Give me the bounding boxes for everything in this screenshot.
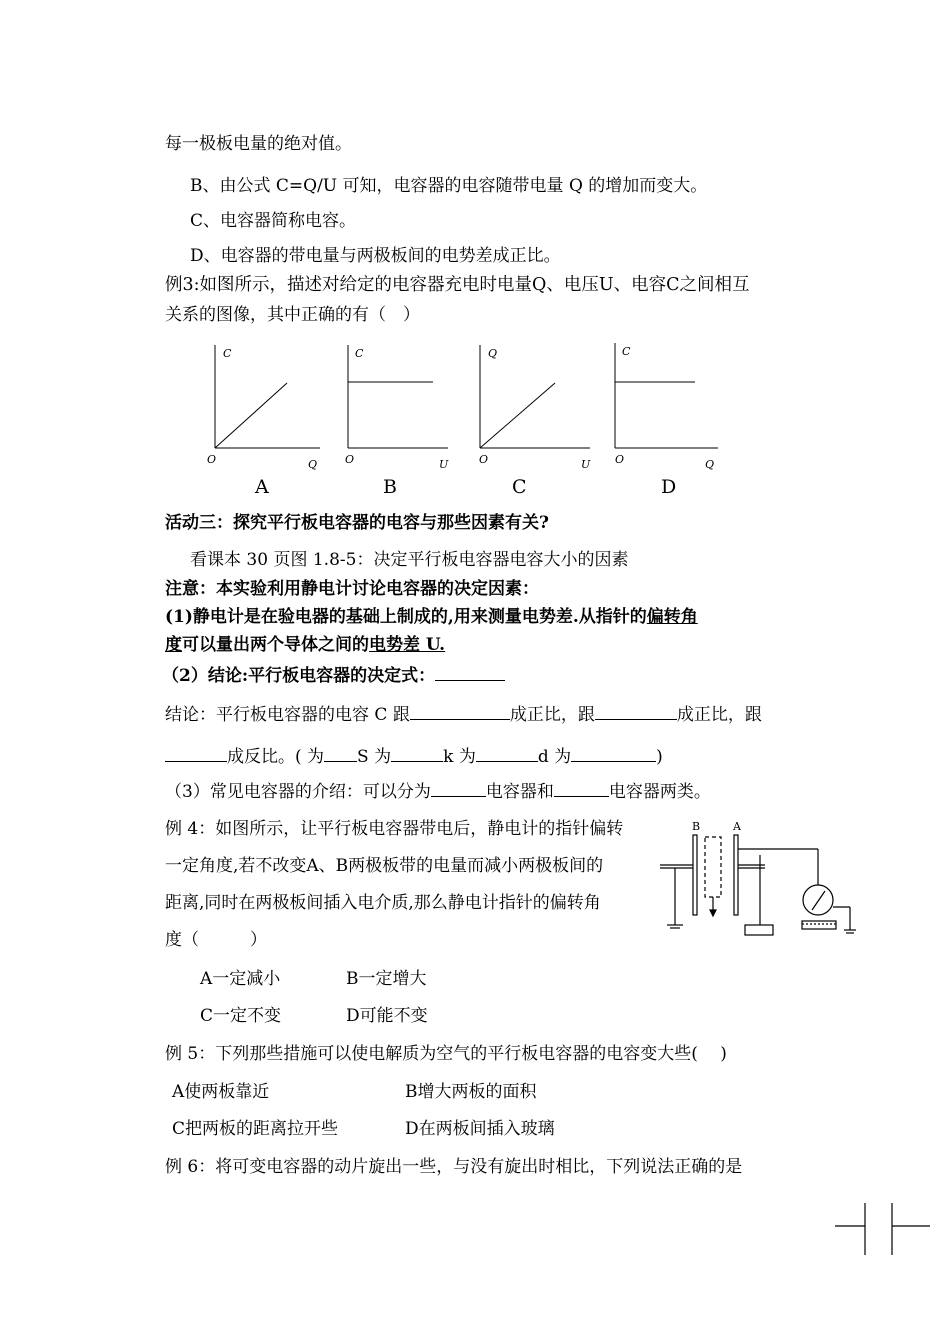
electrometer-base bbox=[802, 921, 836, 929]
electrometer-needle bbox=[812, 891, 825, 910]
graph-c-xlabel: U bbox=[581, 458, 591, 471]
graph-a-origin: O bbox=[207, 453, 217, 466]
point-3-text-3: 电容器两类。 bbox=[608, 782, 711, 802]
conclusion-line-2 bbox=[165, 745, 663, 768]
graph-a-xlabel: Q bbox=[308, 458, 318, 471]
graph-d bbox=[615, 343, 718, 448]
conclusion-text-4: 成反比。( 为 bbox=[227, 747, 325, 767]
example-5-option-c: C把两板的距离拉开些 bbox=[172, 1119, 339, 1139]
example-4-line-4: 度（ ） bbox=[165, 930, 267, 950]
graph-d-caption: D bbox=[661, 476, 677, 498]
example-6-question: 例 6：将可变电容器的动片旋出一些，与没有旋出时相比，下列说法正确的是 bbox=[165, 1157, 743, 1177]
example-5-option-b: B增大两板的面积 bbox=[405, 1082, 537, 1102]
graph-a-caption: A bbox=[255, 476, 269, 498]
note-heading: 注意：本实验利用静电计讨论电容器的决定因素： bbox=[165, 579, 539, 599]
example-5-option-a: A使两板靠近 bbox=[172, 1082, 270, 1102]
graph-a bbox=[215, 345, 320, 448]
option-d: D、电容器的带电量与两极板间的电势差成正比。 bbox=[190, 246, 561, 266]
textbook-reference: 看课本 30 页图 1.8-5：决定平行板电容器电容大小的因素 bbox=[190, 550, 629, 570]
example-4-option-b: B一定增大 bbox=[346, 969, 427, 989]
potential-difference-underlined: 电势差 U. bbox=[369, 635, 446, 655]
down-arrow-icon bbox=[710, 910, 716, 916]
conclusion-text-2: 成正比，跟 bbox=[509, 705, 595, 725]
point-2-line bbox=[162, 664, 505, 687]
graph-b-caption: B bbox=[383, 476, 397, 498]
conclusion-text-6: k 为 bbox=[443, 747, 476, 767]
blank-2[interactable] bbox=[595, 703, 677, 720]
plate-a bbox=[734, 835, 738, 915]
graph-c-caption: C bbox=[512, 476, 527, 498]
graph-c bbox=[480, 345, 590, 448]
example-5-question: 例 5：下列那些措施可以使电解质为空气的平行板电容器的电容变大些( ) bbox=[165, 1044, 727, 1064]
activity-3-heading: 活动三：探究平行板电容器的电容与那些因素有关? bbox=[165, 513, 549, 533]
degree-underlined: 度 bbox=[165, 635, 182, 655]
example-4-line-1: 例 4：如图所示，让平行板电容器带电后，静电计的指针偏转 bbox=[165, 819, 624, 839]
plate-b-label: B bbox=[692, 820, 701, 833]
conclusion-text-7: d 为 bbox=[537, 747, 572, 767]
graph-b-origin: O bbox=[345, 453, 355, 466]
conclusion-text-5: S 为 bbox=[357, 747, 392, 767]
point-3-text-2: 电容器和 bbox=[485, 782, 554, 802]
blank-type-1[interactable] bbox=[431, 780, 486, 797]
blank-type-2[interactable] bbox=[554, 780, 609, 797]
conclusion-line-1 bbox=[165, 703, 762, 726]
point-1-text: (1)静电计是在验电器的基础上制成的,用来测量电势差.从指针的 bbox=[165, 607, 647, 627]
electrometer bbox=[803, 885, 833, 915]
example-4-line-3: 距离,同时在两极板间插入电介质,那么静电计指针的偏转角 bbox=[165, 893, 601, 913]
conclusion-text: 结论：平行板电容器的电容 C 跟 bbox=[165, 705, 410, 725]
deflection-angle-underlined: 偏转角 bbox=[646, 607, 698, 627]
blank-1[interactable] bbox=[410, 703, 510, 720]
dielectric-slab bbox=[705, 837, 721, 897]
point-2-text: （2）结论:平行板电容器的决定式： bbox=[162, 666, 436, 686]
blank-k[interactable] bbox=[476, 745, 538, 762]
point-1-text-cont: 可以量出两个导体之间的 bbox=[182, 635, 369, 655]
graph-b bbox=[348, 345, 448, 448]
plate-a-label: A bbox=[733, 820, 741, 833]
graph-d-ylabel: C bbox=[622, 345, 631, 358]
point-3-line bbox=[165, 780, 711, 803]
point-1-line-1 bbox=[165, 606, 698, 628]
crop-marks bbox=[830, 1195, 940, 1260]
point-3-text: （3）常见电容器的介绍：可以分为 bbox=[165, 782, 431, 802]
graph-a-ylabel: C bbox=[223, 347, 232, 360]
graph-d-origin: O bbox=[615, 453, 625, 466]
option-c: C、电容器简称电容。 bbox=[190, 211, 357, 231]
formula-blank[interactable] bbox=[435, 664, 505, 681]
graph-d-xlabel: Q bbox=[705, 458, 715, 471]
text-line: 每一极板电量的绝对值。 bbox=[165, 134, 352, 154]
graph-b-ylabel: C bbox=[355, 347, 364, 360]
graph-b-xlabel: U bbox=[439, 458, 449, 471]
blank-d[interactable] bbox=[571, 745, 656, 762]
example-5-option-d: D在两板间插入玻璃 bbox=[405, 1119, 555, 1139]
plate-b bbox=[693, 835, 697, 915]
capacitor-apparatus-figure bbox=[655, 815, 865, 940]
example-3-question: 例3:如图所示，描述对给定的电容器充电时电量Q、电压U、电容C之间相互 bbox=[165, 275, 750, 295]
example-4-option-c: C一定不变 bbox=[200, 1006, 282, 1026]
blank-s[interactable] bbox=[391, 745, 443, 762]
example-4-line-2: 一定角度,若不改变A、B两极板带的电量而减小两极板间的 bbox=[165, 856, 604, 876]
graphs-figure bbox=[195, 335, 755, 500]
conclusion-text-8: ) bbox=[656, 747, 663, 767]
point-1-line-2 bbox=[165, 634, 445, 656]
example-4-option-d: D可能不变 bbox=[346, 1006, 428, 1026]
option-b: B、由公式 C=Q/U 可知，电容器的电容随带电量 Q 的增加而变大。 bbox=[190, 176, 708, 196]
blank-epsilon[interactable] bbox=[324, 745, 357, 762]
example-4-option-a: A一定减小 bbox=[200, 969, 281, 989]
example-3-question-cont: 关系的图像，其中正确的有（ ） bbox=[165, 305, 420, 325]
conclusion-text-3: 成正比，跟 bbox=[676, 705, 762, 725]
graph-c-origin: O bbox=[479, 453, 489, 466]
blank-3[interactable] bbox=[165, 745, 227, 762]
stand-base bbox=[745, 925, 773, 935]
graph-c-ylabel: Q bbox=[488, 347, 498, 360]
